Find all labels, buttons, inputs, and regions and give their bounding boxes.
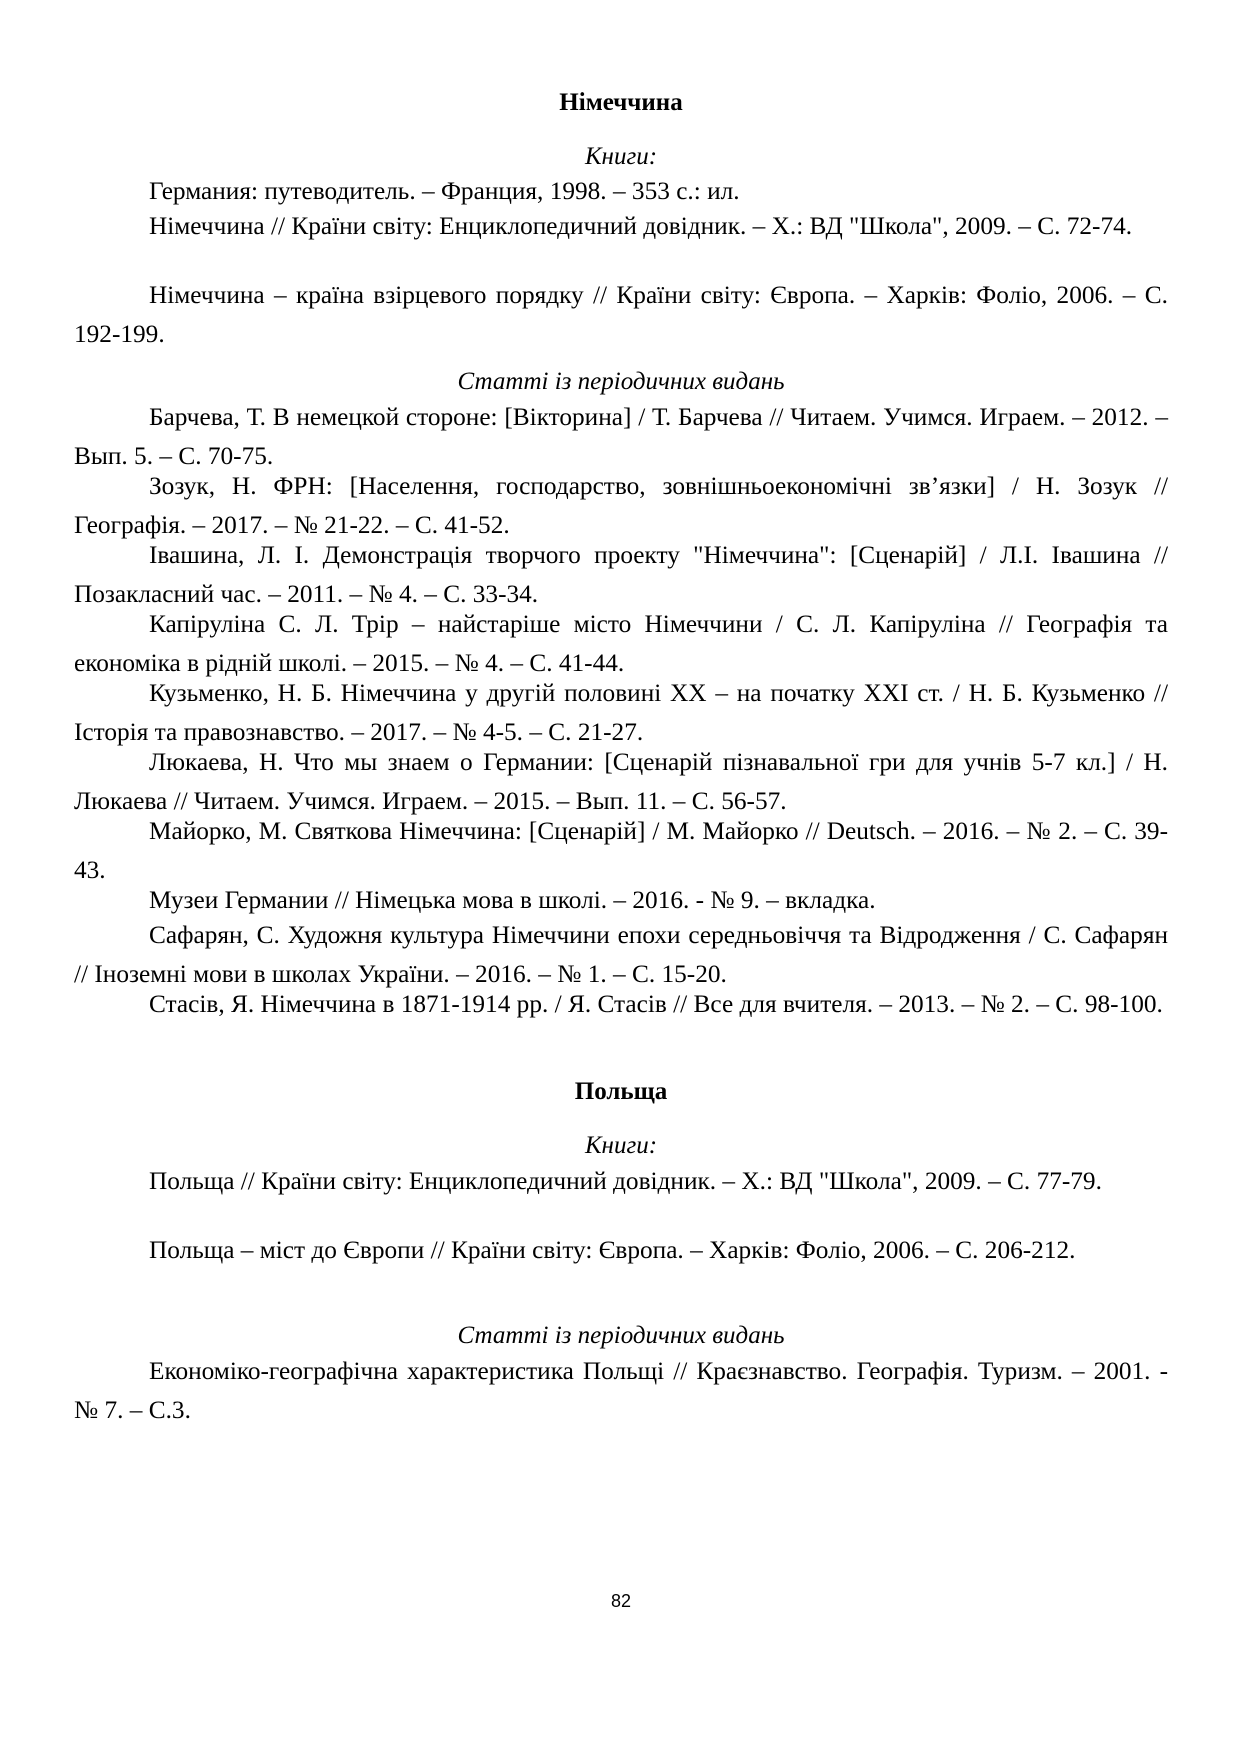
page-number: 82 [610,1591,632,1611]
bibliography-entry: Івашина, Л. І. Демонстрація творчого проекту "Німеччина": [Сценарій] / Л.І. Івашина // Позакласний час. – 2011. – № 4. – С. 33-34. [74,541,1168,608]
bibliography-entry: Барчева, Т. В немецкой стороне: [Вікторина] / Т. Барчева // Читаем. Учимся. Играем. – 2012. – Вып. 5. – С. 70-75. [74,403,1168,470]
bibliography-entry: Німеччина – країна взірцевого порядку // Країни світу: Європа. – Харків: Фоліо, 2006. – С. 192-199. [74,281,1168,348]
bibliography-entry: Стасів, Я. Німеччина в 1871-1914 рр. / Я. Стасів // Все для вчителя. – 2013. – № 2. – С. 98-100. [149,990,1163,1018]
bibliography-entry: Польща // Країни світу: Енциклопедичний довідник. – Х.: ВД "Школа", 2009. – С. 77-79. [149,1167,1102,1195]
bibliography-entry: Майорко, М. Святкова Німеччина: [Сценарій] / М. Майорко // Deutsch. – 2016. – № 2. – С. 39-43. [74,817,1168,884]
articles-heading-poland: Статті із періодичних видань [457,1322,785,1349]
section-title-poland: Польща [574,1078,668,1105]
articles-heading-germany: Статті із періодичних видань [457,368,785,395]
bibliography-entry: Зозук, Н. ФРН: [Населення, господарство, зовнішньоекономічні зв’язки] / Н. Зозук // Географія. – 2017. – № 21-22. – С. 41-52. [74,472,1168,539]
bibliography-entry: Люкаева, Н. Что мы знаем о Германии: [Сценарій пізнавальної гри для учнів 5-7 кл.] / Н. Люкаева // Читаем. Учимся. Играем. – 2015. – Вып. 11. – С. 56-57. [74,748,1168,815]
books-heading-poland: Книги: [584,1132,658,1159]
books-heading-germany: Книги: [584,143,658,170]
section-title-germany: Німеччина [559,89,683,116]
bibliography-entry: Економіко-географічна характеристика Польщі // Краєзнавство. Географія. Туризм. – 2001. - № 7. – С.3. [74,1357,1168,1424]
bibliography-entry: Німеччина // Країни світу: Енциклопедичний довідник. – Х.: ВД "Школа", 2009. – С. 72-74. [149,212,1133,240]
bibliography-entry: Германия: путеводитель. – Франция, 1998. – 353 с.: ил. [149,177,740,205]
bibliography-entry: Музеи Германии // Німецька мова в школі. – 2016. - № 9. – вкладка. [149,886,876,914]
bibliography-entry: Кузьменко, Н. Б. Німеччина у другій половині ХХ – на початку ХХІ ст. / Н. Б. Кузьменко // Історія та правознавство. – 2017. – № 4-5. – С. 21-27. [74,679,1168,746]
bibliography-entry: Капіруліна С. Л. Трір – найстаріше місто Німеччини / С. Л. Капіруліна // Географія та економіка в рідній школі. – 2015. – № 4. – С. 41-44. [74,610,1168,677]
bibliography-entry: Сафарян, С. Художня культура Німеччини епохи середньовіччя та Відродження / С. Сафарян // Іноземні мови в школах України. – 2016. – № 1. – С. 15-20. [74,921,1168,988]
bibliography-entry: Польща – міст до Європи // Країни світу: Європа. – Харків: Фоліо, 2006. – С. 206-212. [149,1236,1076,1264]
